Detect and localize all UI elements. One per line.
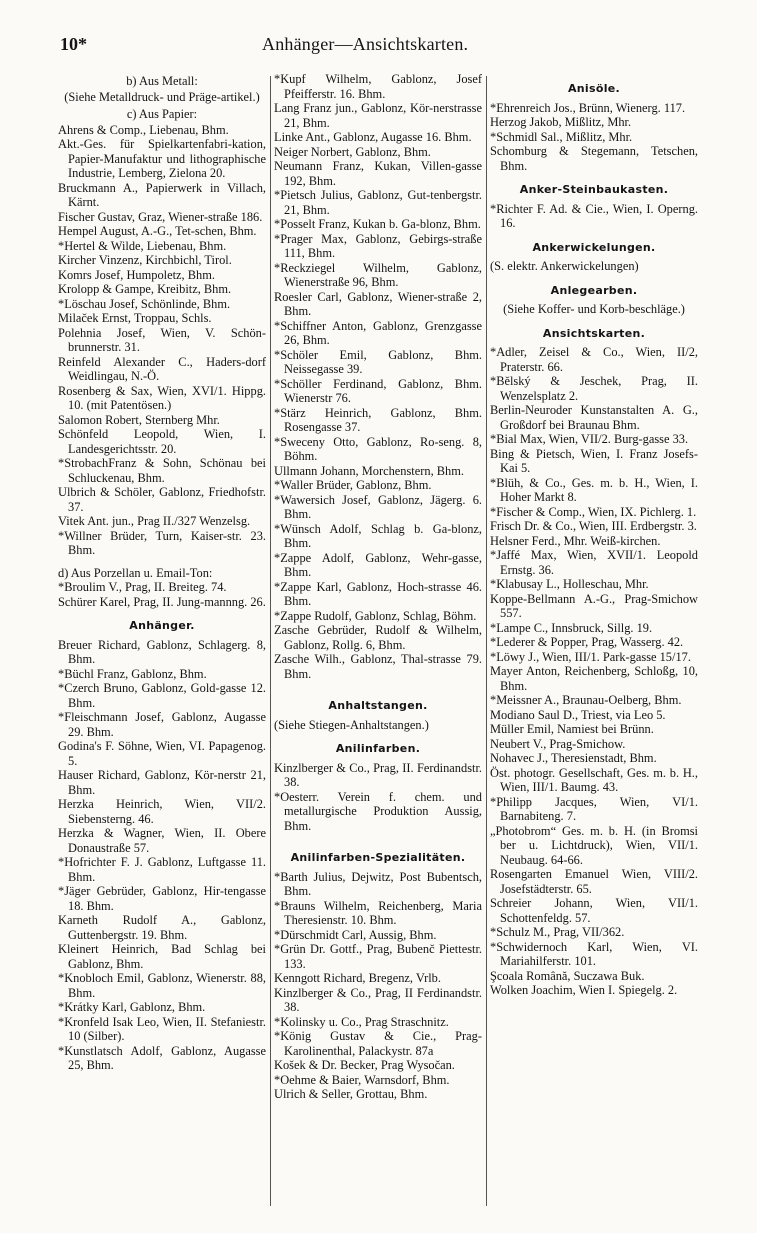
directory-entry: *Pietsch Julius, Gablonz, Gut-tenbergstr. 21, Bhm. xyxy=(274,188,482,217)
directory-entry: *Jaffé Max, Wien, XVII/1. Leopold Ernstg. 36. xyxy=(490,548,698,577)
directory-entry: Košek & Dr. Becker, Prag Wysočan. xyxy=(274,1058,455,1072)
directory-entry: *Klabusay L., Holleschau, Mhr. xyxy=(490,577,649,591)
directory-entry: Müller Emil, Namiest bei Brünn. xyxy=(490,722,654,736)
directory-entry: Kircher Vinzenz, Kirchbichl, Tirol. xyxy=(58,253,232,267)
directory-entry: *Krátky Karl, Gablonz, Bhm. xyxy=(58,1000,206,1014)
directory-entry: Herzog Jakob, Mißlitz, Mhr. xyxy=(490,115,632,129)
directory-entry: Karneth Rudolf A., Gablonz, Guttenbergstr. 19. Bhm. xyxy=(58,913,266,942)
directory-entry: Neumann Franz, Kukan, Villen-gasse 192, Bhm. xyxy=(274,159,482,188)
directory-entry: Schomburg & Stegemann, Tetschen, Bhm. xyxy=(490,144,698,173)
directory-entry: Wolken Joachim, Wien I. Spiegelg. 2. xyxy=(490,983,678,997)
directory-entry: Linke Ant., Gablonz, Augasse 16. Bhm. xyxy=(274,130,472,144)
subsection-heading: c) Aus Papier: xyxy=(126,107,198,121)
directory-entry: Vitek Ant. jun., Prag II./327 Wenzelsg. xyxy=(58,514,251,528)
directory-entry: *Löschau Josef, Schönlinde, Bhm. xyxy=(58,296,231,311)
section-heading: Anlegearben. xyxy=(550,283,638,297)
directory-entry: (S. elektr. Ankerwickelungen) xyxy=(490,259,639,273)
directory-entry: *Lederer & Popper, Prag, Wasserg. 42. xyxy=(490,635,684,649)
directory-entry: *Broulim V., Prag, II. Breiteg. 74. xyxy=(58,580,227,594)
directory-entry: *Schmidl Sal., Mißlitz, Mhr. xyxy=(490,129,633,144)
directory-entry: Berlin-Neuroder Kunstanstalten A. G., Großdorf bei Braunau Bhm. xyxy=(490,403,698,432)
directory-entry: *Bělský & Jeschek, Prag, II. Wenzelsplatz 2. xyxy=(490,374,698,403)
directory-entry: *Hofrichter F. J. Gablonz, Luftgasse 11. Bhm. xyxy=(58,855,266,884)
directory-entry: *Schiffner Anton, Gablonz, Grenzgasse 26, Bhm. xyxy=(274,318,482,347)
directory-entry: (Siehe Stiegen-Anhaltstangen.) xyxy=(274,717,429,732)
directory-entry: Ahrens & Comp., Liebenau, Bhm. xyxy=(58,122,229,137)
directory-entry: Bruckmann A., Papierwerk in Villach, Kärnt. xyxy=(58,180,266,209)
directory-entry: Akt.-Ges. für Spielkartenfabri-kation, Papier-Manufaktur und lithographische Industrie, Lemberg, Zielona 20. xyxy=(58,137,266,180)
directory-entry: *Löwy J., Wien, III/1. Park-gasse 15/17. xyxy=(490,649,691,664)
directory-entry: *Kronfeld Isak Leo, Wien, II. Stefaniestr. 10 (Silber). xyxy=(58,1014,266,1043)
directory-entry: Milaček Ernst, Troppau, Schls. xyxy=(58,311,212,325)
directory-entry: *Wünsch Adolf, Schlag b. Ga-blonz, Bhm. xyxy=(274,521,482,550)
directory-entry: Ulbrich & Schöler, Gablonz, Friedhofstr. 37. xyxy=(58,485,266,514)
section-heading: Anilinfarben-Spezialitäten. xyxy=(290,851,466,864)
directory-entry: *Hertel & Wilde, Liebenau, Bhm. xyxy=(58,238,227,253)
subsection-heading: b) Aus Metall: xyxy=(126,74,198,88)
directory-entry: Komrs Josef, Humpoletz, Bhm. xyxy=(58,267,215,282)
directory-entry: *Büchl Franz, Gablonz, Bhm. xyxy=(58,666,207,681)
directory-entry: *StrobachFranz & Sohn, Schönau bei Schluckenau, Bhm. xyxy=(58,456,266,485)
directory-entry: Salomon Robert, Sternberg Mhr. xyxy=(58,412,220,427)
directory-entry: *Schöller Ferdinand, Gablonz, Bhm. Wienerstr 76. xyxy=(274,376,482,405)
directory-entry: Helsner Ferd., Mhr. Weiß-kirchen. xyxy=(490,533,661,548)
directory-entry: *König Gustav & Cie., Prag-Karolinenthal, Palackystr. 87a xyxy=(274,1029,482,1058)
spacer xyxy=(274,681,482,689)
directory-entry: *Oehme & Baier, Warnsdorf, Bhm. xyxy=(274,1072,450,1087)
section-heading: Anhänger. xyxy=(129,619,195,632)
directory-entry: *Grün Dr. Gottf., Prag, Bubenč Piettestr. 133. xyxy=(274,942,482,971)
directory-entry: „Photobrom“ Ges. m. b. H. (in Bromsi ber u. Lichtdruck), Wien, VII/1. Neubaug. 64-66. xyxy=(490,823,698,867)
directory-entry: *Prager Max, Gablonz, Gebirgs-straße 111, Bhm. xyxy=(274,231,482,260)
directory-entry: Bing & Pietsch, Wien, I. Franz Josefs-Kai 5. xyxy=(490,446,698,475)
section-heading: Ansichtskarten. xyxy=(542,326,646,340)
directory-entry: Rosenberg & Sax, Wien, XVI/1. Hippg. 10. (mit Patentösen.) xyxy=(58,383,266,412)
directory-entry: *Kolinsky u. Co., Prag Straschnitz. xyxy=(274,1014,449,1029)
directory-entry: *Adler, Zeisel & Co., Wien, II/2, Praterstr. 66. xyxy=(490,345,698,374)
directory-entry: Koppe-Bellmann A.-G., Prag-Smichow 557. xyxy=(490,591,698,620)
directory-entry: Ulrich & Seller, Grottau, Bhm. xyxy=(274,1087,428,1101)
directory-entry: Kinzlberger & Co., Prag, II Ferdinandstr. 38. xyxy=(274,985,482,1014)
directory-entry: *Jäger Gebrüder, Gablonz, Hir-tengasse 18. Bhm. xyxy=(58,884,266,913)
directory-entry: Reinfeld Alexander C., Haders-dorf Weidlingau, N.-Ö. xyxy=(58,354,266,383)
directory-entry: *Fischer & Comp., Wien, IX. Pichlerg. 1. xyxy=(490,504,697,519)
directory-entry: *Zappe Adolf, Gablonz, Wehr-gasse, Bhm. xyxy=(274,550,482,579)
section-heading: Anisöle. xyxy=(567,82,621,95)
directory-entry: Kleinert Heinrich, Bad Schlag bei Gablonz, Bhm. xyxy=(58,942,266,971)
directory-entry: *Blüh, & Co., Ges. m. b. H., Wien, I. Hoher Markt 8. xyxy=(490,475,698,504)
directory-entry: *Knobloch Emil, Gablonz, Wienerstr. 88, Bhm. xyxy=(58,971,266,1000)
page-number: 10* xyxy=(60,34,87,54)
column-right xyxy=(490,72,698,998)
directory-entry: *Stärz Heinrich, Gablonz, Bhm. Rosengasse 37. xyxy=(274,405,482,434)
directory-entry: *Reckziegel Wilhelm, Gablonz, Wienerstraße 96, Bhm. xyxy=(274,260,482,289)
directory-entry: *Fleischmann Josef, Gablonz, Augasse 29. Bhm. xyxy=(58,710,266,739)
section-heading: Anhaltstangen. xyxy=(328,699,428,712)
directory-entry: Godina's F. Söhne, Wien, VI. Papagenog. 5. xyxy=(58,739,266,768)
directory-entry: Zasche Wilh., Gablonz, Thal-strasse 79. Bhm. xyxy=(274,652,482,681)
section-heading: Anilinfarben. xyxy=(335,742,421,755)
directory-entry: Schürer Karel, Prag, II. Jung-mannng. 26. xyxy=(58,594,266,609)
directory-entry: Mayer Anton, Reichenberg, Schloßg, 10, Bhm. xyxy=(490,664,698,693)
directory-entry: *Zappe Rudolf, Gablonz, Schlag, Böhm. xyxy=(274,608,477,623)
directory-entry: *Posselt Franz, Kukan b. Ga-blonz, Bhm. xyxy=(274,217,481,231)
directory-entry: *Richter F. Ad. & Cie., Wien, I. Operng. 16. xyxy=(490,201,698,230)
directory-entry: *Schulz M., Prag, VII/362. xyxy=(490,925,625,939)
directory-entry: *Bial Max, Wien, VII/2. Burg-gasse 33. xyxy=(490,432,689,446)
directory-entry: Şcoala Română, Suczawa Buk. xyxy=(490,968,645,983)
spacer xyxy=(274,833,482,841)
directory-entry: *Barth Julius, Dejwitz, Post Bubentsch, Bhm. xyxy=(274,869,482,898)
directory-entry: Kinzlberger & Co., Prag, II. Ferdinandstr. 38. xyxy=(274,760,482,789)
cross-reference-note: (Siehe Metalldruck- und Präge-artikel.) xyxy=(64,89,260,104)
directory-entry: Modiano Saul D., Triest, via Leo 5. xyxy=(490,707,666,722)
directory-entry: Neiger Norbert, Gablonz, Bhm. xyxy=(274,144,431,159)
directory-entry: *Schwidernoch Karl, Wien, VI. Mariahilferstr. 101. xyxy=(490,939,698,968)
directory-entry: Polehnia Josef, Wien, V. Schön-brunnerstr. 31. xyxy=(58,325,266,354)
directory-entry: Rosengarten Emanuel Wien, VIII/2. Josefstädterstr. 65. xyxy=(490,867,698,896)
directory-entry: *Kupf Wilhelm, Gablonz, Josef Pfeifferstr. 16. Bhm. xyxy=(274,72,482,101)
directory-entry: *Sweceny Otto, Gablonz, Ro-seng. 8, Böhm. xyxy=(274,434,482,463)
section-heading: Anker-Steinbaukasten. xyxy=(519,183,669,196)
directory-entry: Krolopp & Gampe, Kreibitz, Bhm. xyxy=(58,282,232,296)
directory-entry: Lang Franz jun., Gablonz, Kör-nerstrasse 21, Bhm. xyxy=(274,101,482,130)
directory-entry: Zasche Gebrüder, Rudolf & Wilhelm, Gablonz, Rollg. 6, Bhm. xyxy=(274,623,482,652)
directory-entry: *Dürschmidt Carl, Aussig, Bhm. xyxy=(274,927,437,942)
directory-entry: *Kunstlatsch Adolf, Gablonz, Augasse 25, Bhm. xyxy=(58,1043,266,1072)
running-title: Anhänger—Ansichtskarten. xyxy=(262,34,469,54)
directory-entry: *Philipp Jacques, Wien, VI/1. Barnabiteng. 7. xyxy=(490,794,698,823)
directory-entry: *Meissner A., Braunau-Oelberg, Bhm. xyxy=(490,693,682,707)
column-divider xyxy=(270,76,271,1206)
directory-entry: Hempel August, A.-G., Tet-schen, Bhm. xyxy=(58,224,257,238)
directory-entry: *Czerch Bruno, Gablonz, Gold-gasse 12. Bhm. xyxy=(58,681,266,710)
directory-entry: *Schöler Emil, Gablonz, Bhm. Neissegasse 39. xyxy=(274,347,482,376)
directory-entry: Hauser Richard, Gablonz, Kör-nerstr 21, Bhm. xyxy=(58,768,266,797)
directory-entry: *Ehrenreich Jos., Brünn, Wienerg. 117. xyxy=(490,100,686,115)
spacer xyxy=(58,558,266,566)
directory-entry: Herzka & Wagner, Wien, II. Obere Donaustraße 57. xyxy=(58,826,266,855)
directory-entry: Roesler Carl, Gablonz, Wiener-straße 2, Bhm. xyxy=(274,289,482,318)
column-middle xyxy=(274,72,482,1102)
directory-entry: Öst. photogr. Gesellschaft, Ges. m. b. H., Wien, III/1. Baumg. 43. xyxy=(490,765,698,794)
directory-entry: Ullmann Johann, Morchenstern, Bhm. xyxy=(274,463,464,478)
directory-entry: *Lampe C., Innsbruck, Sillg. 19. xyxy=(490,620,653,635)
section-heading: Ankerwickelungen. xyxy=(532,240,656,254)
directory-entry: *Wawersich Josef, Gablonz, Jägerg. 6. Bhm. xyxy=(274,492,482,521)
directory-entry: Nohavec J., Theresienstadt, Bhm. xyxy=(490,751,657,765)
three-column-body xyxy=(58,72,702,1222)
directory-entry: Neubert V., Prag-Smichow. xyxy=(490,736,626,751)
directory-entry: Schreier Johann, Wien, VII/1. Schottenfeldg. 57. xyxy=(490,896,698,925)
cross-reference-note: (Siehe Koffer- und Korb-beschläge.) xyxy=(503,302,685,316)
directory-entry: *Oesterr. Verein f. chem. und metallurgische Produktion Aussig, Bhm. xyxy=(274,789,482,833)
directory-entry: Kenngott Richard, Bregenz, Vrlb. xyxy=(274,971,441,985)
column-divider xyxy=(486,76,487,1206)
directory-entry: Breuer Richard, Gablonz, Schlagerg. 8, Bhm. xyxy=(58,637,266,666)
directory-entry: *Zappe Karl, Gablonz, Hoch-strasse 46. Bhm. xyxy=(274,579,482,608)
directory-entry: Frisch Dr. & Co., Wien, III. Erdbergstr. 3. xyxy=(490,519,697,533)
column-left xyxy=(58,72,266,1073)
directory-entry: Fischer Gustav, Graz, Wiener-straße 186. xyxy=(58,209,263,224)
directory-entry: Herzka Heinrich, Wien, VII/2. Siebensterng. 46. xyxy=(58,797,266,826)
directory-entry: d) Aus Porzellan u. Email-Ton: xyxy=(58,565,213,580)
directory-entry: Schönfeld Leopold, Wien, I. Landesgerichtsstr. 20. xyxy=(58,427,266,456)
directory-entry: *Waller Brüder, Gablonz, Bhm. xyxy=(274,478,432,492)
directory-entry: *Willner Brüder, Turn, Kaiser-str. 23. Bhm. xyxy=(58,528,266,557)
directory-entry: *Brauns Wilhelm, Reichenberg, Maria Theresienstr. 10. Bhm. xyxy=(274,898,482,927)
